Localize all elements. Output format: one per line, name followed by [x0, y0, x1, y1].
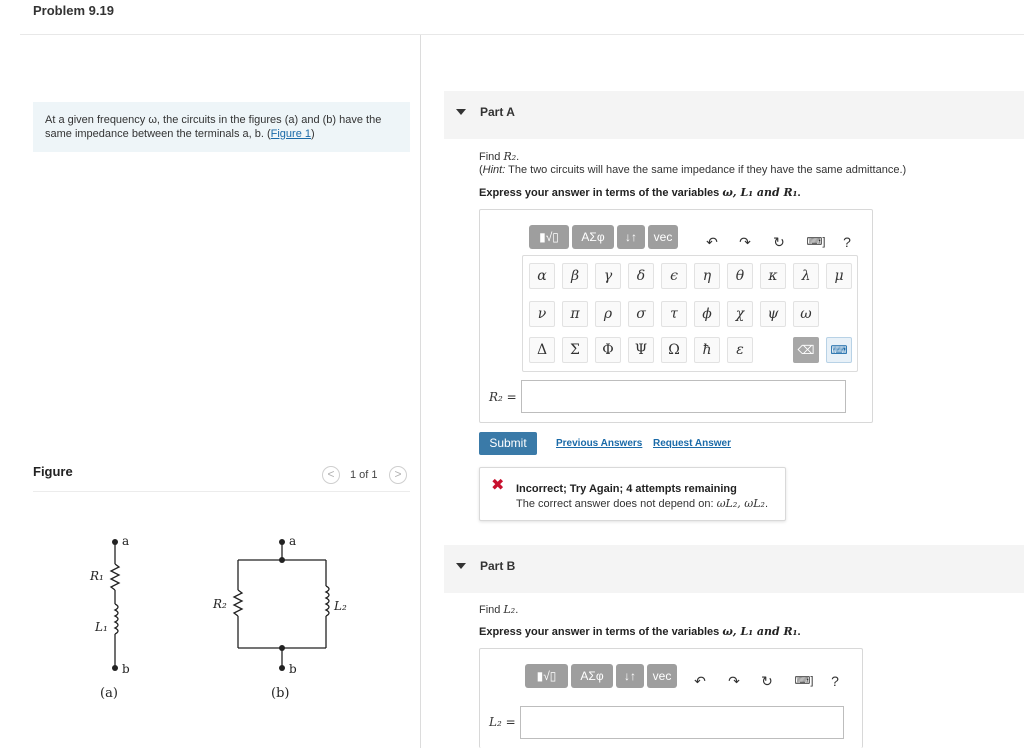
express-suffix: . — [797, 187, 801, 199]
greek-key[interactable]: σ — [628, 301, 654, 327]
greek-key[interactable]: Σ — [562, 337, 588, 363]
reset-icon[interactable]: ↻ — [773, 234, 785, 250]
greek-key[interactable]: η — [694, 263, 720, 289]
circuit-a — [111, 542, 119, 668]
figure-divider — [33, 491, 410, 492]
help-icon[interactable]: ? — [831, 673, 839, 689]
feedback-title: Incorrect; Try Again; 4 attempts remaining — [516, 483, 737, 495]
undo-icon[interactable]: ↶ — [694, 673, 706, 689]
greek-key[interactable]: χ — [727, 301, 753, 327]
collapse-triangle-icon[interactable] — [456, 109, 466, 115]
feedback-suffix: . — [764, 498, 769, 510]
header-divider — [20, 34, 1024, 35]
part-a-header[interactable] — [444, 91, 1024, 139]
problem-title: Problem 9.19 — [33, 3, 114, 18]
find-var: L₂ — [503, 603, 516, 616]
help-icon[interactable]: ? — [843, 234, 851, 250]
request-answer-link[interactable]: Request Answer — [653, 438, 731, 449]
greek-key[interactable]: λ — [793, 263, 819, 289]
greek-key[interactable]: Ψ — [628, 337, 654, 363]
redo-icon[interactable]: ↷ — [728, 673, 740, 689]
figure-page-indicator: 1 of 1 — [350, 469, 378, 481]
redo-icon[interactable]: ↷ — [739, 234, 751, 250]
part-b-title: Part B — [480, 559, 516, 573]
part-a-hint — [479, 164, 906, 176]
figure-prev-button[interactable]: < — [322, 466, 340, 484]
terminal-b-dot-b — [279, 665, 285, 671]
express-vars: ω, L₁ and R₁ — [722, 186, 798, 199]
greek-key[interactable]: Φ — [595, 337, 621, 363]
keyboard-icon[interactable]: ⌨] — [794, 675, 814, 687]
previous-answers-link[interactable]: Previous Answers — [556, 438, 643, 449]
problem-intro: At a given frequency ω, the circuits in the figures (a) and (b) have the same impedance between the terminals a, b. (Figure 1) — [33, 102, 410, 152]
express-vars: ω, L₁ and R₁ — [722, 625, 798, 638]
feedback-box — [479, 467, 786, 521]
part-a-title: Part A — [480, 105, 515, 119]
terminal-b-dot — [112, 665, 118, 671]
greek-key[interactable]: ν — [529, 301, 555, 327]
circuit-a-terminal-a: a — [122, 534, 130, 548]
greek-key[interactable]: δ — [628, 263, 654, 289]
circuit-a-resistor-label: R₁ — [90, 569, 104, 583]
figure-link[interactable]: Figure 1 — [270, 128, 311, 140]
part-b-express — [479, 625, 801, 638]
figure-next-button[interactable]: > — [389, 466, 407, 484]
greek-key[interactable]: κ — [760, 263, 786, 289]
circuit-figure — [80, 528, 347, 708]
part-b-header[interactable] — [444, 545, 1024, 593]
part-a-find — [479, 150, 519, 163]
delete-key[interactable]: ⌫ — [793, 337, 819, 363]
arrows-button[interactable]: ↓↑ — [616, 664, 644, 688]
greek-key[interactable]: ω — [793, 301, 819, 327]
greek-key[interactable]: ħ — [694, 337, 720, 363]
collapse-triangle-icon[interactable] — [456, 563, 466, 569]
submit-button[interactable]: Submit — [479, 432, 537, 455]
vec-button[interactable]: vec — [647, 664, 677, 688]
find-suffix: . — [516, 151, 520, 163]
greek-key[interactable]: Ω — [661, 337, 687, 363]
feedback-text — [516, 497, 768, 510]
greek-key[interactable]: γ — [595, 263, 621, 289]
hint-text: The two circuits will have the same impedance if they have the same admittance.) — [505, 164, 907, 176]
terminal-a-dot-b — [279, 539, 285, 545]
greek-key[interactable]: μ — [826, 263, 852, 289]
panel-divider — [420, 35, 421, 748]
find-var: R₂ — [503, 150, 517, 163]
greek-key[interactable]: ρ — [595, 301, 621, 327]
express-suffix: . — [797, 626, 801, 638]
circuit-b-terminal-b: b — [289, 662, 297, 676]
feedback-prefix: The correct answer does not depend on: — [516, 498, 717, 510]
circuit-a-caption: (a) — [100, 686, 118, 701]
hint-label: Hint: — [482, 164, 506, 176]
greek-key[interactable]: ε — [727, 337, 753, 363]
find-prefix: Find — [479, 151, 504, 163]
greek-palette-button[interactable]: ΑΣφ — [571, 664, 613, 688]
part-a-express — [479, 186, 801, 199]
part-b-find — [479, 603, 518, 616]
part-a-answer-label: R₂ = — [489, 390, 517, 404]
greek-key[interactable]: ϵ — [661, 263, 687, 289]
greek-key[interactable]: ψ — [760, 301, 786, 327]
part-b-answer-input[interactable] — [520, 706, 844, 739]
circuit-b-terminal-a: a — [289, 534, 297, 548]
reset-icon[interactable]: ↻ — [761, 673, 773, 689]
circuit-b-inductor-label: L₂ — [334, 599, 347, 613]
part-b-answer-label: L₂ = — [489, 715, 516, 729]
undo-icon[interactable]: ↶ — [706, 234, 718, 250]
terminal-a-dot — [112, 539, 118, 545]
circuit-b-resistor-label: R₂ — [213, 597, 227, 611]
find-suffix: . — [515, 604, 519, 616]
node-bottom-b — [279, 645, 285, 651]
error-x-icon: ✖ — [491, 477, 505, 494]
hint-open: ( — [479, 164, 483, 176]
greek-key[interactable]: τ — [661, 301, 687, 327]
greek-key[interactable]: π — [562, 301, 588, 327]
arrows-button[interactable]: ↓↑ — [617, 225, 645, 249]
express-prefix: Express your answer in terms of the variables — [479, 626, 723, 638]
circuit-a-inductor-label: L₁ — [95, 620, 108, 634]
circuit-b-caption: (b) — [271, 686, 290, 701]
intro-text: At a given frequency ω, the circuits in the figures (a) and (b) have the same impedance between the terminals a, b. — [45, 114, 382, 140]
figure-label: Figure — [33, 464, 73, 479]
greek-palette-button[interactable]: ΑΣφ — [572, 225, 614, 249]
greek-key[interactable]: θ — [727, 263, 753, 289]
greek-key[interactable]: Δ — [529, 337, 555, 363]
circuit-a-terminal-b: b — [122, 662, 130, 676]
keypad-icon[interactable]: ⌨ — [826, 337, 852, 363]
feedback-vars: ωL₂, ωL₂ — [716, 497, 765, 510]
matrix-template-button[interactable]: ▮√▯ — [525, 664, 568, 688]
keyboard-icon[interactable]: ⌨] — [806, 236, 826, 248]
find-prefix: Find — [479, 604, 504, 616]
part-a-answer-input[interactable] — [521, 380, 846, 413]
express-prefix: Express your answer in terms of the variables — [479, 187, 723, 199]
vec-button[interactable]: vec — [648, 225, 678, 249]
matrix-template-button[interactable]: ▮√▯ — [529, 225, 569, 249]
greek-key[interactable]: ϕ — [694, 301, 720, 327]
greek-key[interactable]: α — [529, 263, 555, 289]
greek-key[interactable]: β — [562, 263, 588, 289]
node-top-b — [279, 557, 285, 563]
